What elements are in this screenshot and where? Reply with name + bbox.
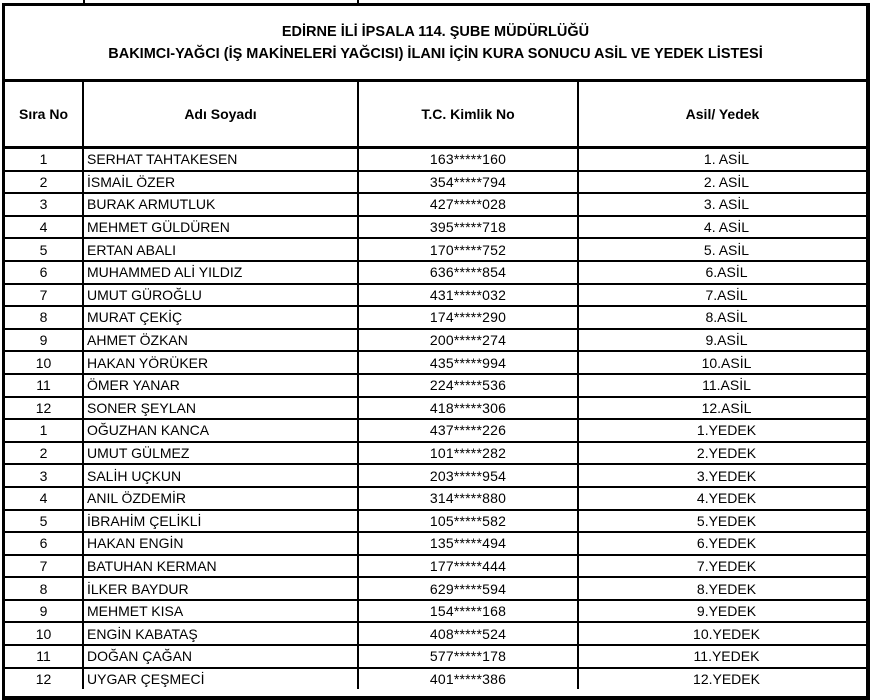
cell-sira-no: 3	[5, 193, 83, 216]
table-row	[5, 216, 866, 239]
cell-name: HAKAN ENGİN	[83, 532, 358, 555]
cell-status: 4.YEDEK	[578, 487, 866, 510]
table-row	[5, 464, 866, 487]
table-row	[5, 600, 866, 623]
table-row	[5, 306, 866, 329]
table-row	[5, 329, 866, 352]
cell-status: 6.ASİL	[578, 261, 866, 284]
cell-sira-no: 9	[5, 329, 83, 352]
cell-tc: 105*****582	[358, 510, 578, 533]
cell-status: 10.YEDEK	[578, 622, 866, 645]
cell-sira-no: 8	[5, 306, 83, 329]
header-tc-kimlik-no: T.C. Kimlik No	[358, 82, 578, 148]
cell-name: OĞUZHAN KANCA	[83, 419, 358, 442]
cell-tc: 314*****880	[358, 487, 578, 510]
cell-sira-no: 8	[5, 577, 83, 600]
cell-status: 6.YEDEK	[578, 532, 866, 555]
cell-status: 1.YEDEK	[578, 419, 866, 442]
title-line-2: BAKIMCI-YAĞCI (İŞ MAKİNELERİ YAĞCISI) İLANI İÇİN KURA SONUCU ASİL VE YEDEK LİSTESİ	[108, 45, 763, 62]
header-adi-soyadi: Adı Soyadı	[83, 82, 358, 148]
cell-status: 8.ASİL	[578, 306, 866, 329]
results-table	[5, 82, 866, 689]
header-row	[5, 82, 866, 148]
cell-status: 11.YEDEK	[578, 645, 866, 668]
cell-tc: 431*****032	[358, 284, 578, 307]
cell-name: İSMAİL ÖZER	[83, 171, 358, 194]
cell-sira-no: 4	[5, 487, 83, 510]
cell-name: UMUT GÜROĞLU	[83, 284, 358, 307]
cell-tc: 437*****226	[358, 419, 578, 442]
cell-status: 5.YEDEK	[578, 510, 866, 533]
cell-sira-no: 2	[5, 442, 83, 465]
cell-name: SERHAT TAHTAKESEN	[83, 148, 358, 171]
cell-tc: 101*****282	[358, 442, 578, 465]
cell-name: MUHAMMED ALİ YILDIZ	[83, 261, 358, 284]
cell-sira-no: 12	[5, 397, 83, 420]
cell-name: MEHMET KISA	[83, 600, 358, 623]
cell-tc: 401*****386	[358, 668, 578, 690]
cell-name: MURAT ÇEKİÇ	[83, 306, 358, 329]
cell-tc: 177*****444	[358, 555, 578, 578]
cell-name: UYGAR ÇEŞMECİ	[83, 668, 358, 690]
table-row	[5, 171, 866, 194]
cell-tc: 408*****524	[358, 622, 578, 645]
cell-tc: 163*****160	[358, 148, 578, 171]
table-row	[5, 374, 866, 397]
cell-name: ENGİN KABATAŞ	[83, 622, 358, 645]
cell-status: 4. ASİL	[578, 216, 866, 239]
cell-sira-no: 1	[5, 419, 83, 442]
cell-sira-no: 1	[39, 151, 48, 168]
cell-name: SONER ŞEYLAN	[83, 397, 358, 420]
cell-tc: 395*****718	[358, 216, 578, 239]
table-row	[5, 261, 866, 284]
cell-name: ERTAN ABALI	[83, 238, 358, 261]
table-row	[5, 532, 866, 555]
cell-tc: 629*****594	[358, 577, 578, 600]
cell-sira-no: 11	[5, 374, 83, 397]
table-row	[5, 419, 866, 442]
cell-sira-no: 7	[5, 284, 83, 307]
cell-tc: 135*****494	[358, 532, 578, 555]
cell-sira-no: 5	[5, 510, 83, 533]
cell-name: MEHMET GÜLDÜREN	[83, 216, 358, 239]
cell-tc: 418*****306	[358, 397, 578, 420]
cell-tc: 435*****994	[358, 351, 578, 374]
cell-tc: 577*****178	[358, 645, 578, 668]
table-row	[5, 645, 866, 668]
cell-status: 12.YEDEK	[578, 668, 866, 690]
cell-sira-no: 10	[5, 351, 83, 374]
table-row	[5, 555, 866, 578]
cell-status: 7.YEDEK	[578, 555, 866, 578]
cell-sira-no: 6	[5, 261, 83, 284]
cell-name: İLKER BAYDUR	[83, 577, 358, 600]
table-row	[5, 148, 866, 171]
cell-name: BURAK ARMUTLUK	[83, 193, 358, 216]
cell-sira-no: 2	[5, 171, 83, 194]
cell-tc: 170*****752	[358, 238, 578, 261]
title-line-1: EDİRNE İLİ İPSALA 114. ŞUBE MÜDÜRLÜĞÜ	[281, 23, 590, 40]
result-sheet	[2, 3, 870, 700]
table-row	[5, 442, 866, 465]
cell-status: 12.ASİL	[578, 397, 866, 420]
cell-name: BATUHAN KERMAN	[83, 555, 358, 578]
cell-status: 9.ASİL	[578, 329, 866, 352]
cell-sira-no: 7	[5, 555, 83, 578]
document-title	[5, 6, 866, 82]
cell-tc: 224*****536	[358, 374, 578, 397]
cell-sira-no: 10	[5, 622, 83, 645]
cell-sira-no: 11	[5, 645, 83, 668]
cell-name: ÖMER YANAR	[83, 374, 358, 397]
cell-sira-no: 5	[5, 238, 83, 261]
cell-status: 2. ASİL	[578, 171, 866, 194]
cell-status: 1. ASİL	[578, 148, 866, 171]
cell-sira-no: 3	[5, 464, 83, 487]
table-row	[5, 397, 866, 420]
cell-status: 11.ASİL	[578, 374, 866, 397]
cell-status: 3.YEDEK	[578, 464, 866, 487]
table-row	[5, 351, 866, 374]
table-row	[5, 238, 866, 261]
header-asil-yedek: Asil/ Yedek	[578, 82, 866, 148]
cell-sira-no: 4	[5, 216, 83, 239]
cell-status: 3. ASİL	[578, 193, 866, 216]
cell-tc: 174*****290	[358, 306, 578, 329]
cell-tc: 636*****854	[358, 261, 578, 284]
header-sira-no: Sıra No	[5, 82, 83, 148]
table-row	[5, 284, 866, 307]
cell-name: AHMET ÖZKAN	[83, 329, 358, 352]
cell-name: ANIL ÖZDEMİR	[83, 487, 358, 510]
cell-status: 7.ASİL	[578, 284, 866, 307]
cell-status: 5. ASİL	[578, 238, 866, 261]
cell-tc: 354*****794	[358, 171, 578, 194]
cell-tc: 203*****954	[358, 464, 578, 487]
cell-status: 8.YEDEK	[578, 577, 866, 600]
table-row	[5, 622, 866, 645]
cell-status: 10.ASİL	[578, 351, 866, 374]
table-row	[5, 668, 866, 690]
cell-sira-no: 12	[5, 668, 83, 690]
table-row	[5, 487, 866, 510]
cell-sira-no: 9	[5, 600, 83, 623]
cell-name: SALİH UÇKUN	[83, 464, 358, 487]
cell-tc: 154*****168	[358, 600, 578, 623]
cell-tc: 427*****028	[358, 193, 578, 216]
cell-name: HAKAN YÖRÜKER	[83, 351, 358, 374]
table-row	[5, 510, 866, 533]
cell-status: 9.YEDEK	[578, 600, 866, 623]
cell-name: İBRAHİM ÇELİKLİ	[83, 510, 358, 533]
cell-tc: 200*****274	[358, 329, 578, 352]
cell-sira-no: 6	[5, 532, 83, 555]
cell-name: UMUT GÜLMEZ	[83, 442, 358, 465]
table-row	[5, 577, 866, 600]
cell-status: 2.YEDEK	[578, 442, 866, 465]
cell-name: DOĞAN ÇAĞAN	[83, 645, 358, 668]
table-row	[5, 193, 866, 216]
